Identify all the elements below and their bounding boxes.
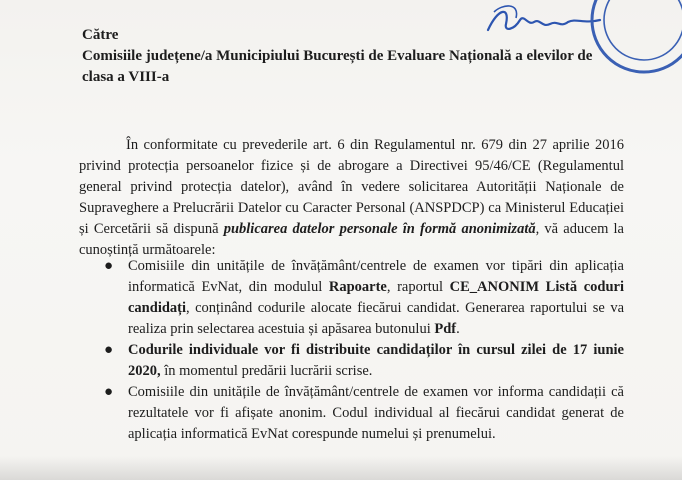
recipient-institution: Comisiile județene/a Municipiului București de Evaluare Națională a elevilor de clasa a VIII-a	[82, 48, 593, 85]
bullet-icon: ●	[104, 342, 114, 358]
item-1-button-name: Pdf	[434, 321, 457, 337]
recipient-label: Către	[82, 27, 119, 43]
list-item	[79, 256, 624, 340]
bullet-icon: ●	[104, 258, 114, 274]
addressee-block	[82, 25, 602, 88]
item-1-text-e: .	[456, 321, 460, 337]
intro-paragraph	[79, 135, 624, 261]
item-1-text-c: , raportul	[386, 279, 450, 295]
intro-text-1: În conformitate cu prevederile art. 6 din Regulamentul nr. 679 din 27 aprilie 2016 privind protecția persoanelor fizice și de abrogare a Directivei 95/46/CE (Regulamentul general privind protecția datelor), având în vedere solicitarea Autorității Naționale de Supraveghere a Prelucrării Datelor cu Caracter Personal (ANSPDCP) ca Ministerul Educației și Cercetării să dispună	[79, 137, 624, 237]
page-edge-shadow	[0, 456, 682, 480]
item-1-text-a: Comisiile din unitățile de învățământ/centrele de examen vor tipări din aplicația informatică EvNat, din modulul	[128, 258, 624, 295]
item-2-bold: Codurile individuale vor fi distribuite candidaților în cursul zilei de 17 iunie 2020,	[128, 342, 624, 379]
bullet-icon: ●	[104, 384, 114, 400]
item-3-text: Comisiile din unitățile de învățământ/centrele de examen vor informa candidații că rezultatele vor fi afișate anonim. Codul individual al fiecărui candidat generat de aplicația informatică EvNat corespunde numelui și prenumelui.	[128, 384, 624, 442]
item-2-rest: în momentul predării lucrării scrise.	[160, 363, 373, 379]
intro-emphasis: publicarea datelor personale în formă anonimizată	[223, 221, 536, 237]
bullet-list	[79, 256, 624, 445]
item-1-report: CE_ANONIM Listă coduri candidați	[128, 279, 624, 316]
item-1-module: Rapoarte	[328, 279, 387, 295]
item-1-text-d: , conținând codurile alocate fiecărui candidat. Generarea raportului se va realiza prin selectarea acestuia și apăsarea butonului	[128, 300, 624, 337]
list-item	[79, 382, 624, 445]
intro-text-2: , vă aducem la cunoștință următoarele:	[79, 221, 624, 258]
list-item	[79, 340, 624, 382]
